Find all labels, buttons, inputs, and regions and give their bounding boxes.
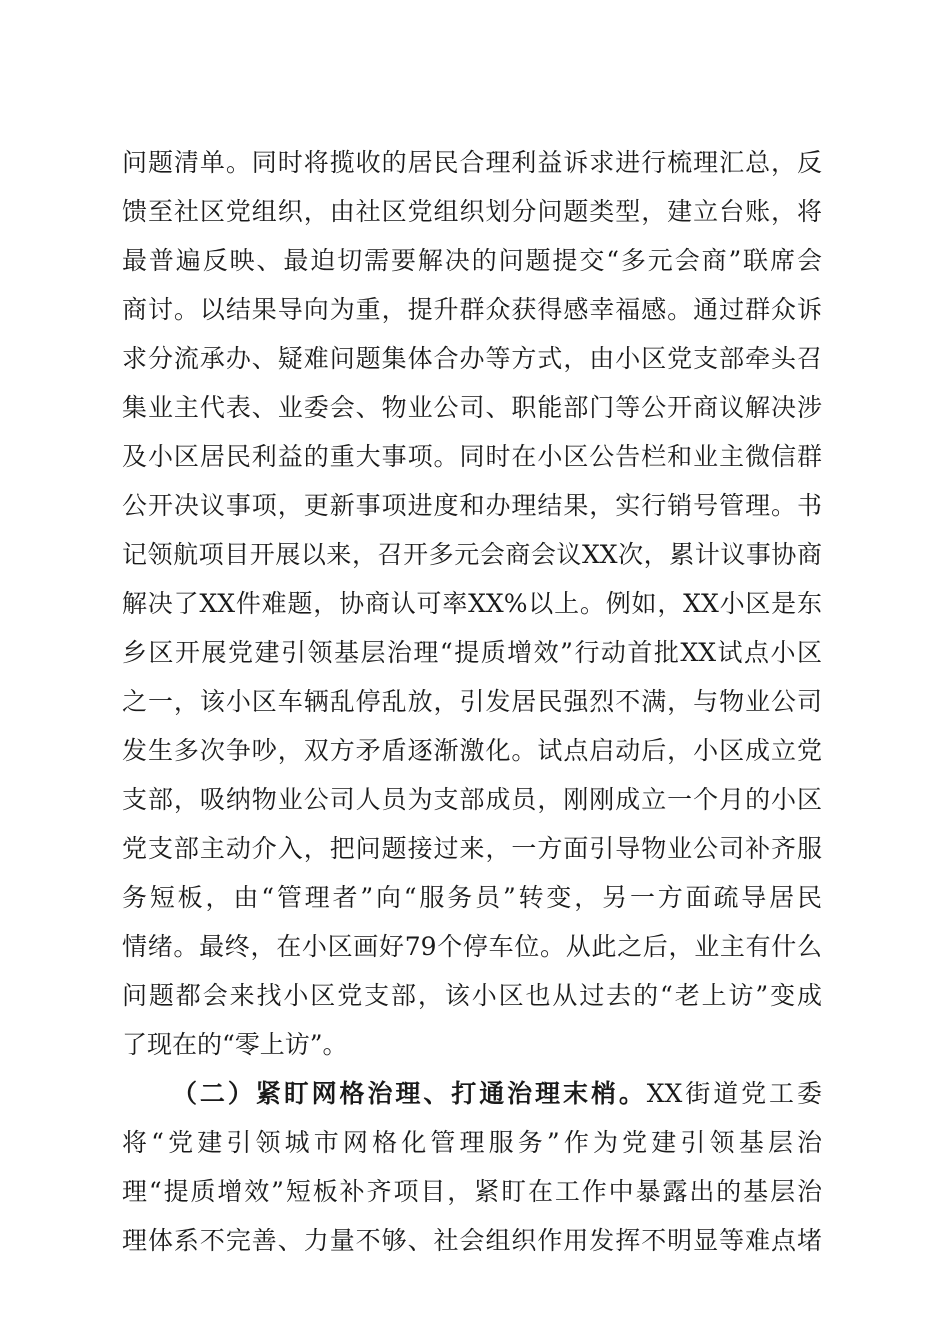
paragraph-line: 公开决议事项，更新事项进度和办理结果，实行销号管理。书 bbox=[122, 491, 822, 520]
paragraph-line: 问题都会来找小区党支部，该小区也从过去的“老上访”变成 bbox=[122, 981, 822, 1010]
paragraph-line: 发生多次争吵，双方矛盾逐渐激化。试点启动后，小区成立党 bbox=[122, 736, 822, 765]
paragraph-line: 最普遍反映、最迫切需要解决的问题提交“多元会商”联席会 bbox=[122, 246, 822, 275]
paragraph-line: 务短板，由“管理者”向“服务员”转变，另一方面疏导居民 bbox=[122, 883, 822, 912]
section-heading: （二）紧盯网格治理、打通治理末梢。 bbox=[172, 1079, 647, 1108]
paragraph-line: 支部，吸纳物业公司人员为支部成员，刚刚成立一个月的小区 bbox=[122, 785, 822, 814]
paragraph-line: 解决了XX件难题，协商认可率XX%以上。例如，XX小区是东 bbox=[122, 589, 822, 618]
paragraph-line: 理“提质增效”短板补齐项目，紧盯在工作中暴露出的基层治 bbox=[122, 1177, 822, 1206]
paragraph-line: 理体系不完善、力量不够、社会组织作用发挥不明显等难点堵 bbox=[122, 1226, 822, 1255]
paragraph-line: 将“党建引领城市网格化管理服务”作为党建引领基层治 bbox=[122, 1128, 822, 1157]
paragraph-line: 党支部主动介入，把问题接过来，一方面引导物业公司补齐服 bbox=[122, 834, 822, 863]
paragraph-line: 商讨。以结果导向为重，提升群众获得感幸福感。通过群众诉 bbox=[122, 295, 822, 324]
paragraph-line: 及小区居民利益的重大事项。同时在小区公告栏和业主微信群 bbox=[122, 442, 822, 471]
paragraph-line: 馈至社区党组织，由社区党组织划分问题类型，建立台账，将 bbox=[122, 197, 822, 226]
paragraph-line: 记领航项目开展以来，召开多元会商会议XX次，累计议事协商 bbox=[122, 540, 822, 569]
paragraph-line: 集业主代表、业委会、物业公司、职能部门等公开商议解决涉 bbox=[122, 393, 822, 422]
paragraph-line: 问题清单。同时将揽收的居民合理利益诉求进行梳理汇总，反 bbox=[122, 148, 822, 177]
section-heading-line bbox=[172, 1072, 822, 1116]
paragraph-line: 乡区开展党建引领基层治理“提质增效”行动首批XX试点小区 bbox=[122, 638, 822, 667]
paragraph-line: 情绪。最终，在小区画好79个停车位。从此之后，业主有什么 bbox=[122, 932, 822, 961]
paragraph-line: 之一，该小区车辆乱停乱放，引发居民强烈不满，与物业公司 bbox=[122, 687, 822, 716]
section-heading-rest: XX街道党工委 bbox=[646, 1079, 822, 1108]
paragraph-line: 了现在的“零上访”。 bbox=[122, 1030, 348, 1059]
paragraph-line: 求分流承办、疑难问题集体合办等方式，由小区党支部牵头召 bbox=[122, 344, 822, 373]
